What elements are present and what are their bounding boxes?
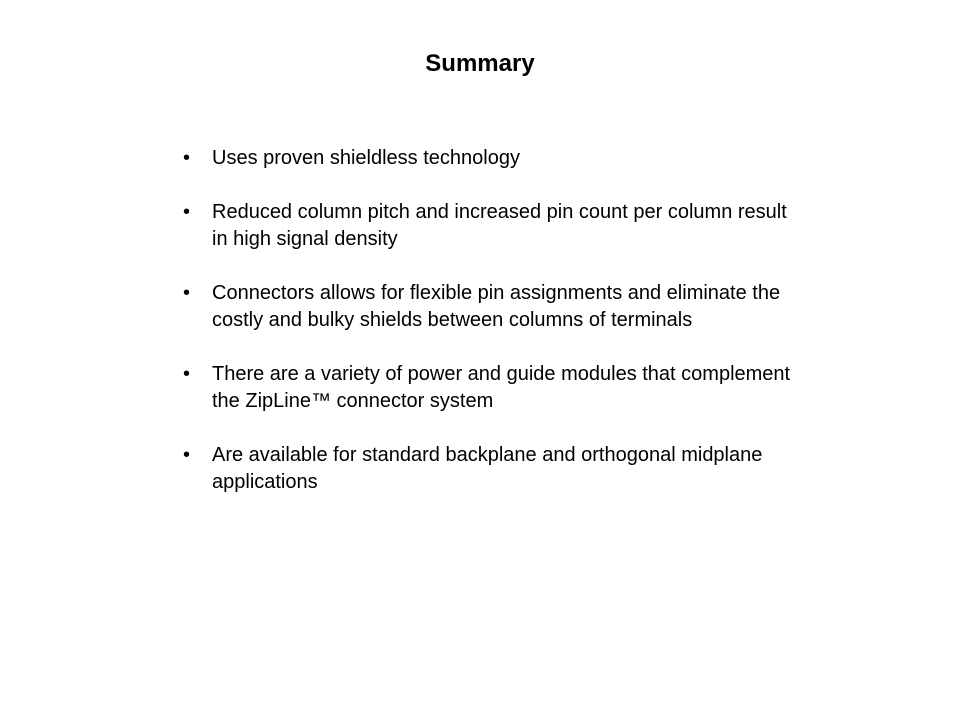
bullet-list xyxy=(183,145,803,523)
bullet-text: Reduced column pitch and increased pin count per column result in high signal density xyxy=(212,201,787,250)
bullet-item xyxy=(183,199,803,253)
bullet-text: Are available for standard backplane and orthogonal midplane applications xyxy=(212,444,763,493)
bullet-item xyxy=(183,361,803,415)
bullet-text: There are a variety of power and guide modules that complement the ZipLine™ connector system xyxy=(212,363,791,412)
bullet-item xyxy=(183,442,803,496)
page-title: Summary xyxy=(425,50,535,77)
bullet-item xyxy=(183,145,803,172)
bullet-item xyxy=(183,280,803,334)
bullet-icon: • xyxy=(183,147,191,169)
bullet-icon: • xyxy=(183,282,191,304)
bullet-icon: • xyxy=(183,444,191,466)
bullet-text: Connectors allows for flexible pin assignments and eliminate the costly and bulky shields between columns of terminals xyxy=(212,282,781,331)
bullet-icon: • xyxy=(183,363,191,385)
bullet-text: Uses proven shieldless technology xyxy=(212,147,520,169)
bullet-icon: • xyxy=(183,201,191,223)
